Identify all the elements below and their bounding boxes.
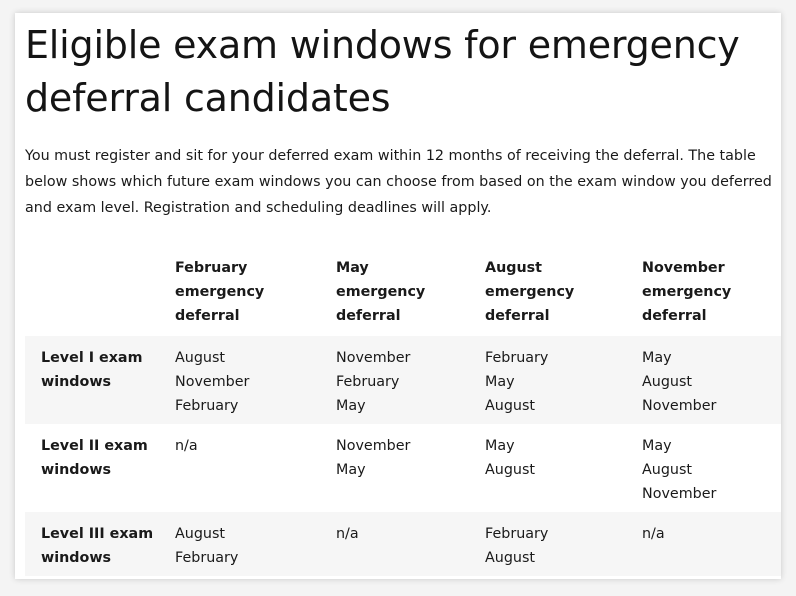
column-header-november: [642, 254, 781, 336]
row-header-line: Level II exam: [41, 438, 148, 454]
header-line: emergency: [336, 284, 426, 300]
row-header-line: windows: [41, 462, 112, 478]
row-header-level-2: [25, 424, 175, 512]
table-cell: [336, 512, 485, 576]
header-line: August: [485, 260, 542, 276]
table-cell: [642, 336, 781, 424]
column-header-may: [336, 254, 485, 336]
window-month: May: [336, 462, 366, 478]
window-month: n/a: [642, 526, 665, 542]
table-cell: [485, 336, 642, 424]
header-line: deferral: [485, 308, 550, 324]
table-header-row: [25, 254, 781, 336]
header-line: emergency: [485, 284, 575, 300]
window-month: May: [336, 398, 366, 414]
table-cell: [642, 424, 781, 512]
table-row-level-3: [25, 512, 781, 576]
header-line: May: [336, 260, 369, 276]
row-header-line: windows: [41, 374, 112, 390]
window-month: August: [175, 526, 226, 542]
intro-paragraph: You must register and sit for your deferred exam within 12 months of receiving the deferral. The table below shows which future exam windows you can choose from based on the exam window you deferred and exam level. Registration and scheduling deadlines will apply.: [25, 148, 772, 216]
table-row-level-2: [25, 424, 781, 512]
window-month: November: [336, 350, 411, 366]
table-cell: [485, 424, 642, 512]
window-month: February: [485, 526, 549, 542]
table-cell: [175, 512, 336, 576]
header-line: November: [642, 260, 725, 276]
table-cell: [336, 424, 485, 512]
row-header-line: Level III exam: [41, 526, 154, 542]
window-month: August: [485, 398, 536, 414]
window-month: August: [642, 462, 693, 478]
window-month: November: [642, 486, 717, 502]
window-month: August: [485, 462, 536, 478]
window-month: November: [642, 398, 717, 414]
window-month: February: [175, 398, 239, 414]
page-title: Eligible exam windows for emergency deferral candidates: [25, 23, 740, 120]
row-header-level-3: [25, 512, 175, 576]
window-month: November: [175, 374, 250, 390]
window-month: August: [175, 350, 226, 366]
window-month: November: [336, 438, 411, 454]
window-month: May: [642, 350, 672, 366]
table-cell: [336, 336, 485, 424]
column-header-february: [175, 254, 336, 336]
header-line: February: [175, 260, 248, 276]
table-cell: [642, 512, 781, 576]
table-corner-cell: [25, 254, 175, 336]
window-month: n/a: [336, 526, 359, 542]
exam-windows-table: [25, 254, 781, 576]
window-month: May: [642, 438, 672, 454]
window-month: May: [485, 374, 515, 390]
header-line: deferral: [175, 308, 240, 324]
header-line: emergency: [175, 284, 265, 300]
window-month: May: [485, 438, 515, 454]
column-header-august: [485, 254, 642, 336]
table-cell: [175, 424, 336, 512]
content-card: [15, 13, 781, 579]
row-header-line: windows: [41, 550, 112, 566]
header-line: deferral: [336, 308, 401, 324]
window-month: February: [175, 550, 239, 566]
table-cell: [175, 336, 336, 424]
row-header-level-1: [25, 336, 175, 424]
table-cell: [485, 512, 642, 576]
window-month: February: [485, 350, 549, 366]
table-row-level-1: [25, 336, 781, 424]
window-month: February: [336, 374, 400, 390]
window-month: August: [642, 374, 693, 390]
header-line: emergency: [642, 284, 732, 300]
window-month: August: [485, 550, 536, 566]
header-line: deferral: [642, 308, 707, 324]
window-month: n/a: [175, 438, 198, 454]
row-header-line: Level I exam: [41, 350, 143, 366]
